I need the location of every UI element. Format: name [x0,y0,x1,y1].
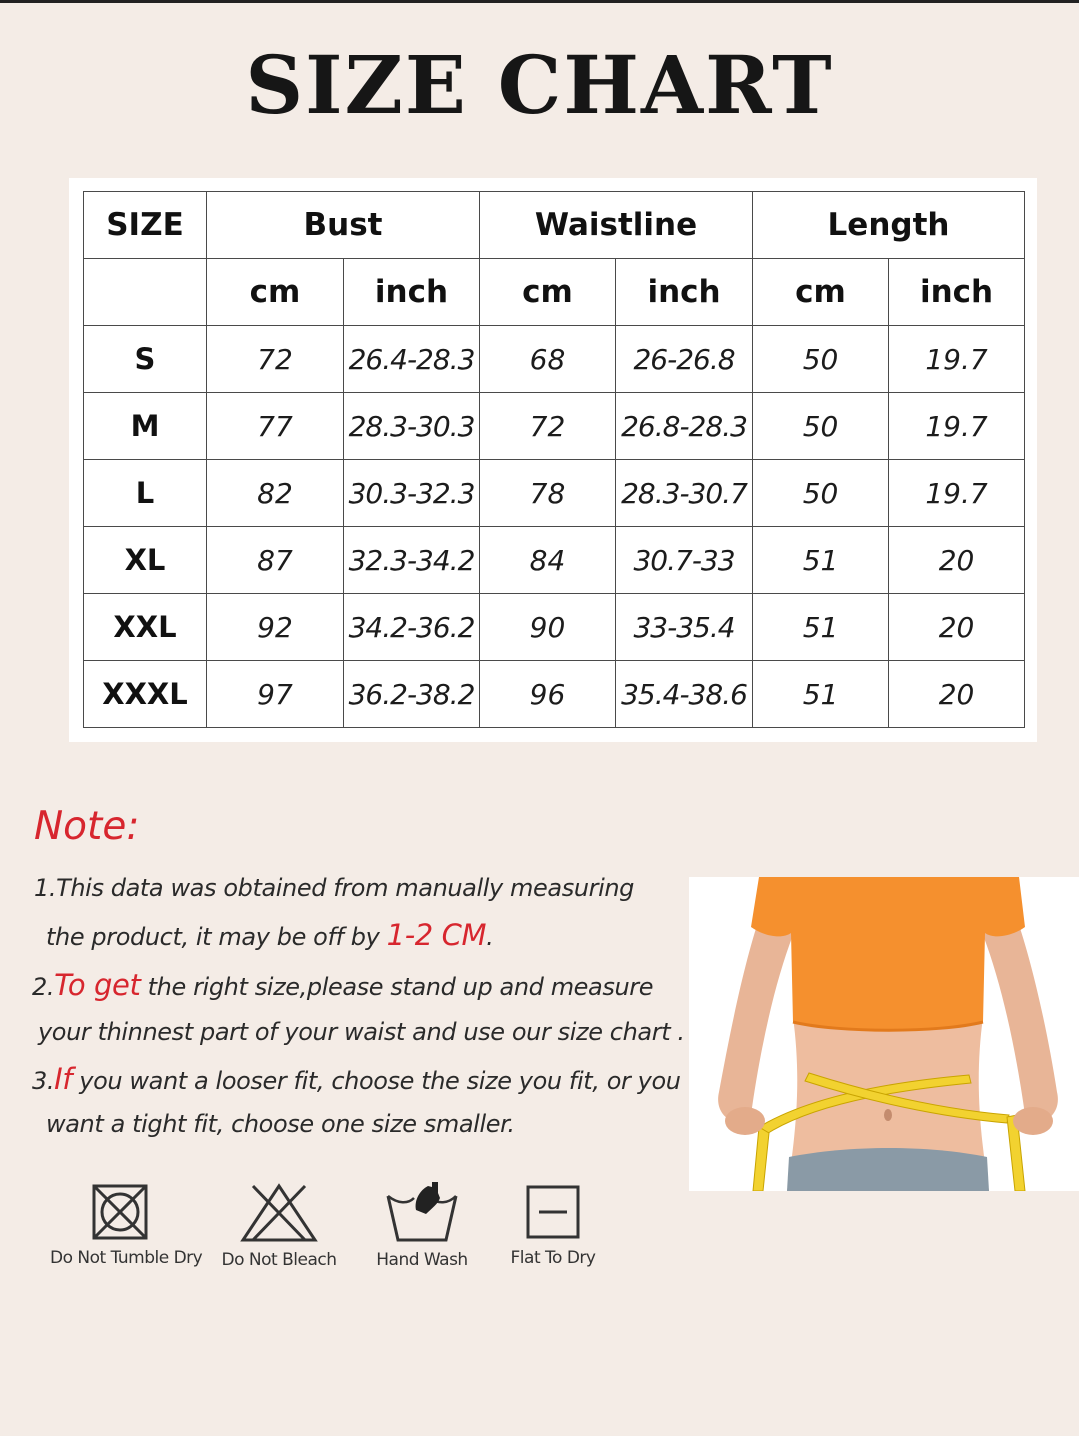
table-row [84,460,1025,527]
note-text: . [486,923,494,951]
value-cell: 26-26.8 [616,326,753,393]
unit-cell: inch [889,259,1025,326]
table-header-row [84,192,1025,259]
note-text: the right size,please stand up and measure [140,973,654,1001]
flat-to-dry-icon [523,1182,583,1242]
note-text: want a tight fit, choose one size smaller. [46,1110,515,1138]
value-cell: 72 [207,326,344,393]
note-text: you want a looser fit, choose the size you fit, or you [72,1067,681,1095]
value-cell: 26.8-28.3 [616,393,753,460]
value-cell: 19.7 [889,326,1025,393]
size-cell: XL [84,527,207,594]
note-line [32,968,653,1002]
care-do-not-bleach [218,1182,340,1270]
value-cell: 50 [753,393,889,460]
value-cell: 34.2-36.2 [344,594,480,661]
value-cell: 97 [207,661,344,728]
value-cell: 50 [753,326,889,393]
value-cell: 32.3-34.2 [344,527,480,594]
care-label: Do Not Bleach [221,1250,337,1270]
care-hand-wash [370,1182,474,1270]
value-cell: 51 [753,594,889,661]
size-header: SIZE [84,192,207,259]
do-not-bleach-icon [239,1182,319,1244]
value-cell: 96 [480,661,616,728]
table-row [84,661,1025,728]
care-do-not-tumble-dry [50,1182,203,1268]
note-line [38,1018,685,1046]
care-label: Flat To Dry [510,1248,596,1268]
value-cell: 87 [207,527,344,594]
note-text: 3. [32,1067,55,1095]
page-title: SIZE CHART [245,38,834,132]
care-flat-to-dry [508,1182,598,1268]
value-cell: 82 [207,460,344,527]
note-line [34,874,634,902]
length-header: Length [753,192,1025,259]
note-line [46,918,493,952]
value-cell: 51 [753,527,889,594]
size-cell: XXXL [84,661,207,728]
value-cell: 72 [480,393,616,460]
value-cell: 92 [207,594,344,661]
table-unit-row [84,259,1025,326]
value-cell: 28.3-30.3 [344,393,480,460]
value-cell: 77 [207,393,344,460]
top-border [0,0,1079,3]
size-cell: L [84,460,207,527]
waistline-header: Waistline [480,192,753,259]
note-line [32,1062,681,1096]
empty-cell [84,259,207,326]
table-row [84,393,1025,460]
measuring-waist-photo [689,877,1079,1191]
value-cell: 30.3-32.3 [344,460,480,527]
size-cell: M [84,393,207,460]
care-label: Do Not Tumble Dry [50,1248,203,1268]
size-cell: S [84,326,207,393]
note-highlight: To get [54,968,141,1002]
note-text: 2. [32,973,55,1001]
value-cell: 68 [480,326,616,393]
unit-cell: inch [616,259,753,326]
value-cell: 20 [889,527,1025,594]
unit-cell: cm [480,259,616,326]
value-cell: 28.3-30.7 [616,460,753,527]
unit-cell: inch [344,259,480,326]
value-cell: 20 [889,661,1025,728]
do-not-tumble-dry-icon [90,1182,150,1242]
value-cell: 50 [753,460,889,527]
value-cell: 33-35.4 [616,594,753,661]
value-cell: 30.7-33 [616,527,753,594]
bust-header: Bust [207,192,480,259]
note-title: Note: [34,804,140,849]
hand-wash-icon [384,1182,460,1244]
table-row [84,326,1025,393]
value-cell: 90 [480,594,616,661]
value-cell: 19.7 [889,460,1025,527]
value-cell: 51 [753,661,889,728]
value-cell: 26.4-28.3 [344,326,480,393]
size-cell: XXL [84,594,207,661]
value-cell: 78 [480,460,616,527]
measuring-waist-illustration [689,877,1079,1191]
note-text: your thinnest part of your waist and use our size chart . [38,1018,685,1046]
table-row [84,527,1025,594]
note-highlight: If [54,1062,73,1096]
table-row [84,594,1025,661]
value-cell: 20 [889,594,1025,661]
size-table [83,191,1025,728]
size-table-card [69,178,1037,742]
care-label: Hand Wash [376,1250,468,1270]
value-cell: 35.4-38.6 [616,661,753,728]
value-cell: 36.2-38.2 [344,661,480,728]
note-line [46,1110,515,1138]
value-cell: 19.7 [889,393,1025,460]
unit-cell: cm [207,259,344,326]
note-highlight: 1-2 CM [386,918,487,952]
value-cell: 84 [480,527,616,594]
note-text: the product, it may be off by [46,923,387,951]
unit-cell: cm [753,259,889,326]
note-text: 1.This data was obtained from manually measuring [34,874,635,902]
